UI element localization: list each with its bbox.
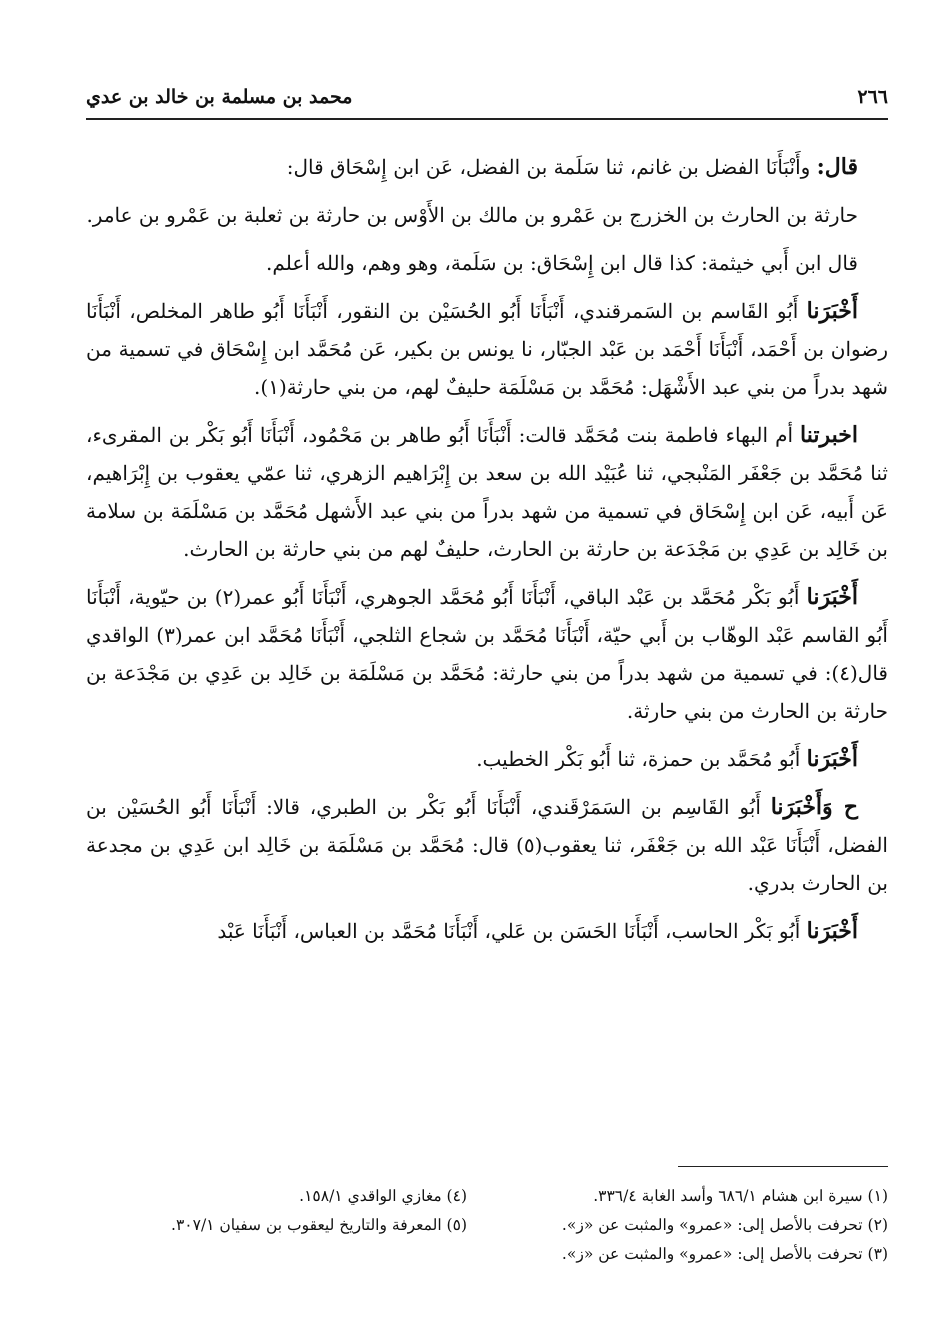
footnote-empty <box>86 1240 467 1269</box>
paragraph: قال ابن أَبي خيثمة: كذا قال ابن إِسْحَاق: بن سَلَمة، وهو وهم، والله أعلم. <box>266 251 858 275</box>
footnote-rule <box>678 1166 888 1167</box>
paragraph: حارثة بن الحارث بن الخزرج بن عَمْرو بن مالك بن الأَوْس بن حارثة بن ثعلبة بن عَمْرو بن عامر. <box>86 203 858 227</box>
footnote-4: (٤) مغازي الواقدي ١٥٨/١. <box>299 1187 467 1205</box>
footnote-5: (٥) المعرفة والتاريخ ليعقوب بن سفيان ٣٠٧/١. <box>171 1216 467 1234</box>
paragraph: اخبرتنا أم البهاء فاطمة بنت مُحَمَّد قالت: أَنْبَأَنَا أَبُو طاهر بن مَحْمُود، أَنْبَأَنَا أَبُو بَكْر بن المقرىء، ثنا مُحَمَّد بن جَعْفَر المَنْبجي، ثنا عُبَيْد الله بن سعد بن إِبْرَاهيم الزهري، ثنا عمّي يعقوب بن إِبْرَاهيم، عَن أَبيه، عَن ابن إِسْحَاق في تسمية من شهد بدراً من بني عبد الأَشهل مُحَمَّد بن مَسْلَمَة بن سلامة بن خَالِد بن عَدِي بن مَجْدَعة بن حارثة بن الحارث، حليفٌ لهم من بني حارثة بن الحارث. <box>86 422 888 561</box>
footnote-3: (٣) تحرفت بالأصل إلى: «عمرو» والمثبت عن «ز». <box>561 1245 888 1263</box>
paragraph: ح وَأَخْبَرَنا أَبُو القَاسِم بن السَمَرْقَندي، أَنْبَأَنَا أَبُو بَكْر بن الطبري، قالا: أَنْبَأَنَا أَبُو الحُسَيْن بن الفضل، أَنْبَأَنَا عَبْد الله بن جَعْفَر، ثنا يعقوب(٥) قال: مُحَمَّد بن مَسْلَمَة بن خَالِد ابن عَدِي بن مجدعة بن الحارث بدري. <box>86 794 888 895</box>
page-number: ٢٦٦ <box>857 86 888 108</box>
header-rule <box>86 118 888 120</box>
paragraph: أَخْبَرَنا أَبُو القَاسم بن السَمرقندي، أَنْبَأَنَا أَبُو الحُسَيْن بن النقور، أَنْبَأَنَا أَبُو طاهر المخلص، أَنْبَأَنَا رضوان بن أَحْمَد، أَنْبَأَنَا أَحْمَد بن عَبْد الجبّار، نا يونس بن بكير، عَن مُحَمَّد ابن إِسْحَاق في تسمية من شهد بدراً من بني عبد الأَشْهَل: مُحَمَّد بن مَسْلَمَة حليفٌ لهم، من بني حارثة(١). <box>86 298 888 399</box>
page-header <box>86 82 888 112</box>
running-title: محمد بن مسلمة بن خالد بن عدي <box>86 86 353 108</box>
paragraph: أَخْبَرَنا أَبُو بَكْر مُحَمَّد بن عَبْد الباقي، أَنْبَأَنَا أَبُو مُحَمَّد الجوهري، أَنْبَأَنَا أَبُو عمر(٢) بن حيّوية، أَنْبَأَنَا أَبُو القاسم عَبْد الوهّاب بن أَبي حيّة، أَنْبَأَنَا مُحَمَّد بن شجاع الثلجي، أَنْبَأَنَا مُحَمَّد ابن عمر(٣) الواقدي قال(٤): في تسمية من شهد بدراً من بني حارثة: مُحَمَّد بن مَسْلَمَة بن خَالِد بن عَدِي بن مَجْدَعة بن حارثة بن الحارث من بني حارثة. <box>86 584 888 723</box>
main-text <box>86 148 888 960</box>
paragraph: أَخْبَرَنا أَبُو بَكْر الحاسب، أَنْبَأَنَا الحَسَن بن عَلي، أَنْبَأَنَا مُحَمَّد بن العباس، أَنْبَأَنَا عَبْد <box>217 918 858 944</box>
footnote-2: (٢) تحرفت بالأصل إلى: «عمرو» والمثبت عن «ز». <box>561 1216 888 1234</box>
paragraph: قال: وأَنْبَأَنَا الفضل بن غانم، ثنا سَلَمة بن الفضل، عَن ابن إِسْحَاق قال: <box>286 154 858 180</box>
footnotes <box>86 1182 888 1269</box>
paragraph: أَخْبَرَنا أَبُو مُحَمَّد بن حمزة، ثنا أَبُو بَكْر الخطيب. <box>476 746 858 772</box>
footnote-1: (١) سيرة ابن هشام ٦٨٦/١ وأسد الغابة ٣٣٦/٤. <box>593 1187 888 1205</box>
